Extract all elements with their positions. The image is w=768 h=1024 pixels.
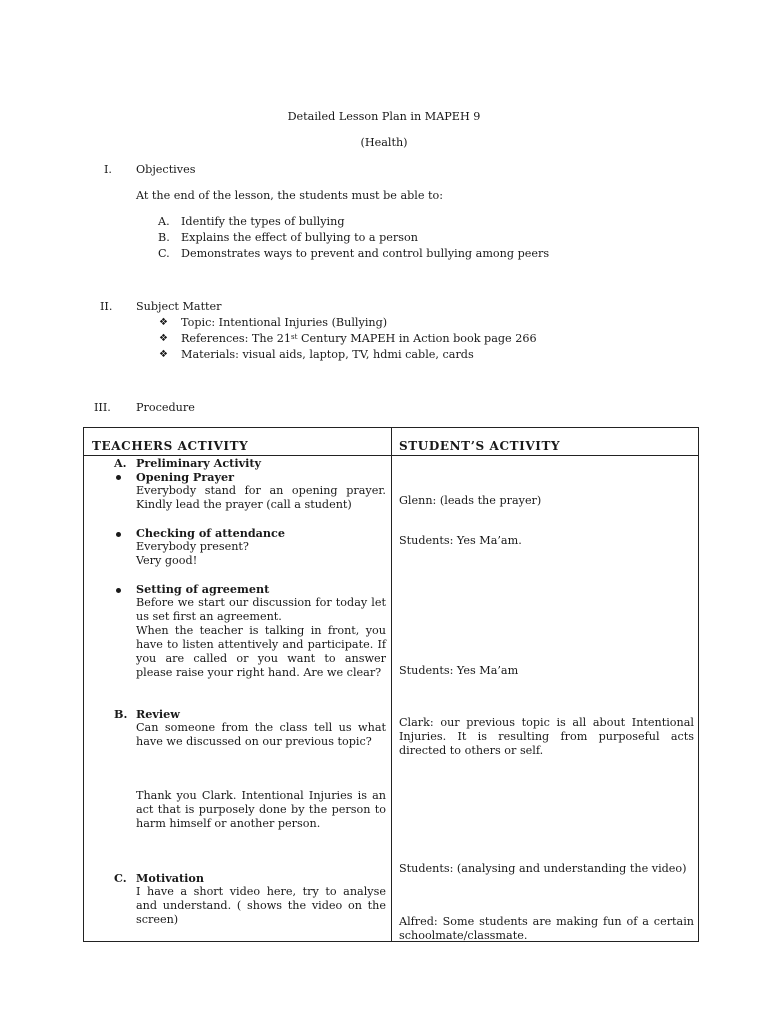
diamond-bullet-icon: ❖ [159,333,168,344]
diamond-bullet-icon: ❖ [159,317,168,328]
objective-marker: C. [158,247,170,260]
student-response-attendance: Students: Yes Ma’am. [399,534,522,547]
review-heading: Review [136,707,180,721]
student-response-clark: Clark: our previous topic is all about Intentional Injuries. It is resulting from purposeful acts directed to others or self. [399,716,694,757]
references-ordinal: st [291,333,298,341]
bullet-icon [116,532,121,537]
subject-materials: Materials: visual aids, laptop, TV, hdmi cable, cards [181,348,474,361]
prelim-marker: A. [114,456,127,470]
objectives-numeral: I. [104,163,112,176]
objective-item: Explains the effect of bullying to a person [181,231,418,244]
objective-item: Demonstrates ways to prevent and control bullying among peers [181,247,550,260]
activity-table [83,427,699,942]
subject-references [181,332,537,346]
page-subtitle: (Health) [360,136,408,149]
review-marker: B. [114,707,128,721]
attendance-heading: Checking of attendance [136,526,285,540]
review-question: Can someone from the class tell us what have we discussed on our previous topic? [136,721,386,748]
prelim-heading: Preliminary Activity [136,456,262,470]
opening-prayer-heading: Opening Prayer [136,470,234,484]
objectives-heading: Objectives [136,163,196,176]
objective-item: Identify the types of bullying [181,215,345,228]
page-title: Detailed Lesson Plan in MAPEH 9 [287,110,481,123]
subject-topic: Topic: Intentional Injuries (Bullying) [181,316,388,329]
references-prefix: References: The 21 [181,332,292,345]
agreement-text: When the teacher is talking in front, you have to listen attentively and participate. If you are called or you want to answer please raise your right hand. Are we clear? [136,624,386,679]
procedure-heading: Procedure [136,401,195,414]
attendance-line: Everybody present? [136,540,249,553]
review-thanks: Thank you Clark. Intentional Injuries is an act that is purposely done by the person to harm himself or another person. [136,789,386,830]
agreement-heading: Setting of agreement [136,582,270,596]
opening-prayer-text: Everybody stand for an opening prayer. Kindly lead the prayer (call a student) [136,484,386,511]
diamond-bullet-icon: ❖ [159,349,168,360]
attendance-line: Very good! [136,554,198,567]
teacher-column-header: TEACHERS ACTIVITY [92,439,249,453]
student-response-alfred: Alfred: Some students are making fun of a certain schoolmate/classmate. [399,915,694,942]
student-response-prayer: Glenn: (leads the prayer) [399,494,542,507]
motivation-text: I have a short video here, try to analyse and understand. ( shows the video on the screen) [136,885,386,926]
objective-marker: B. [158,231,170,244]
motivation-marker: C. [114,871,127,885]
motivation-heading: Motivation [136,871,205,885]
references-suffix: Century MAPEH in Action book page 266 [297,332,537,345]
student-response-agreement: Students: Yes Ma’am [399,664,519,677]
objective-marker: A. [158,215,170,228]
subject-heading: Subject Matter [136,300,222,313]
subject-numeral: II. [100,300,113,313]
student-response-analysing: Students: (analysing and understanding the video) [399,862,687,875]
bullet-icon [116,588,121,593]
bullet-icon [116,475,121,480]
objectives-intro: At the end of the lesson, the students must be able to: [136,189,444,202]
column-divider [391,428,392,941]
agreement-text: Before we start our discussion for today let us set first an agreement. [136,596,386,623]
procedure-numeral: III. [94,401,111,414]
student-column-header: STUDENT’S ACTIVITY [399,439,561,453]
